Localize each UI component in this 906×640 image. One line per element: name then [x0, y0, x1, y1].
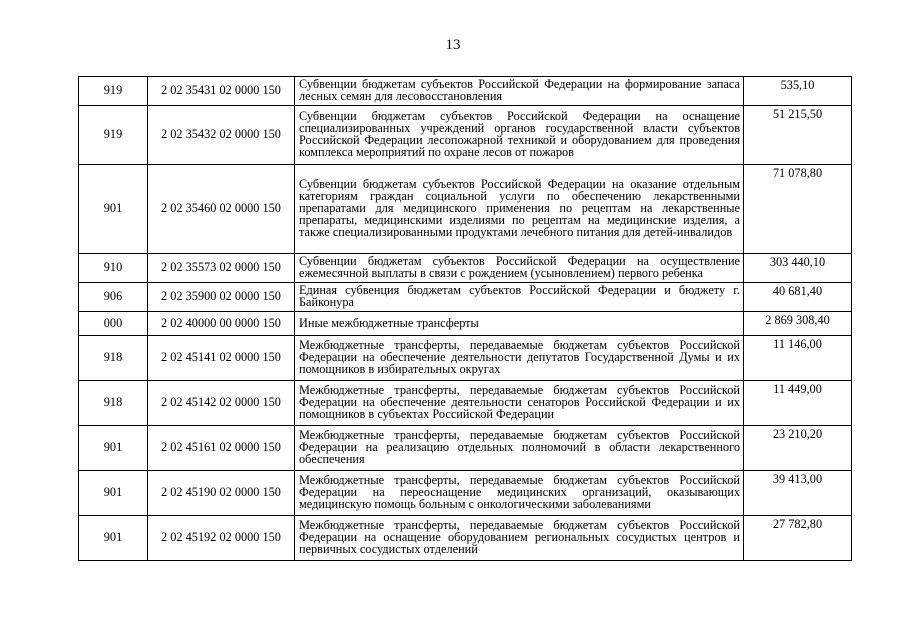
budget-code-cell: 2 02 45141 02 0000 150	[148, 336, 295, 381]
budget-code-cell: 2 02 45192 02 0000 150	[148, 516, 295, 561]
amount-cell: 11 146,00	[744, 336, 852, 381]
table-row	[79, 106, 852, 165]
budget-code-cell: 2 02 40000 00 0000 150	[148, 312, 295, 336]
amount-cell: 23 210,20	[744, 426, 852, 471]
admin-code-cell: 906	[79, 283, 148, 312]
table-row	[79, 381, 852, 426]
table-row	[79, 312, 852, 336]
amount-cell: 303 440,10	[744, 254, 852, 283]
table-row	[79, 165, 852, 254]
table-row	[79, 283, 852, 312]
revenue-name-cell: Субвенции бюджетам субъектов Российской Федерации на оказание отдельным категориям граждан социальной услуги по обеспечению лекарственными препаратами для медицинского применения по рецептам на лекарственные препараты, медицинскими изделиями по рецептам на медицинские изделия, а также специализированными продуктами лечебного питания для детей-инвалидов	[295, 165, 744, 254]
amount-cell: 535,10	[744, 77, 852, 106]
budget-revenue-table	[78, 76, 852, 561]
budget-code-cell: 2 02 35460 02 0000 150	[148, 165, 295, 254]
table-row	[79, 426, 852, 471]
admin-code-cell: 918	[79, 336, 148, 381]
table-row	[79, 516, 852, 561]
revenue-name-cell: Субвенции бюджетам субъектов Российской Федерации на оснащение специализированных учреждений органов государственной власти субъектов Российской Федерации лесопожарной техникой и оборудованием для проведения комплекса мероприятий по охране лесов от пожаров	[295, 106, 744, 165]
admin-code-cell: 918	[79, 381, 148, 426]
amount-cell: 11 449,00	[744, 381, 852, 426]
revenue-name-cell: Субвенции бюджетам субъектов Российской Федерации на осуществление ежемесячной выплаты в связи с рождением (усыновлением) первого ребенка	[295, 254, 744, 283]
revenue-name-cell: Иные межбюджетные трансферты	[295, 312, 744, 336]
admin-code-cell: 901	[79, 471, 148, 516]
table-row	[79, 77, 852, 106]
amount-cell: 2 869 308,40	[744, 312, 852, 336]
revenue-name-cell: Межбюджетные трансферты, передаваемые бюджетам субъектов Российской Федерации на реализацию отдельных полномочий в области лекарственного обеспечения	[295, 426, 744, 471]
budget-code-cell: 2 02 45142 02 0000 150	[148, 381, 295, 426]
budget-code-cell: 2 02 35900 02 0000 150	[148, 283, 295, 312]
admin-code-cell: 919	[79, 106, 148, 165]
revenue-name-cell: Межбюджетные трансферты, передаваемые бюджетам субъектов Российской Федерации на обеспечение деятельности сенаторов Российской Федерации и их помощников в субъектах Российской Федерации	[295, 381, 744, 426]
revenue-name-cell: Единая субвенция бюджетам субъектов Российской Федерации и бюджету г. Байконура	[295, 283, 744, 312]
admin-code-cell: 000	[79, 312, 148, 336]
budget-code-cell: 2 02 35573 02 0000 150	[148, 254, 295, 283]
table-row	[79, 336, 852, 381]
admin-code-cell: 901	[79, 165, 148, 254]
revenue-name-cell: Межбюджетные трансферты, передаваемые бюджетам субъектов Российской Федерации на переоснащение медицинских организаций, оказывающих медицинскую помощь больным с онкологическими заболеваниями	[295, 471, 744, 516]
table-row	[79, 471, 852, 516]
revenue-name-cell: Субвенции бюджетам субъектов Российской Федерации на формирование запаса лесных семян для лесовосстановления	[295, 77, 744, 106]
amount-cell: 51 215,50	[744, 106, 852, 165]
budget-code-cell: 2 02 45161 02 0000 150	[148, 426, 295, 471]
amount-cell: 40 681,40	[744, 283, 852, 312]
page-number: 13	[445, 37, 461, 53]
table-row	[79, 254, 852, 283]
budget-code-cell: 2 02 35431 02 0000 150	[148, 77, 295, 106]
amount-cell: 71 078,80	[744, 165, 852, 254]
admin-code-cell: 901	[79, 516, 148, 561]
revenue-name-cell: Межбюджетные трансферты, передаваемые бюджетам субъектов Российской Федерации на оснащение оборудованием региональных сосудистых центров и первичных сосудистых отделений	[295, 516, 744, 561]
admin-code-cell: 910	[79, 254, 148, 283]
admin-code-cell: 901	[79, 426, 148, 471]
revenue-name-cell: Межбюджетные трансферты, передаваемые бюджетам субъектов Российской Федерации на обеспечение деятельности депутатов Государственной Думы и их помощников в избирательных округах	[295, 336, 744, 381]
admin-code-cell: 919	[79, 77, 148, 106]
budget-code-cell: 2 02 45190 02 0000 150	[148, 471, 295, 516]
budget-code-cell: 2 02 35432 02 0000 150	[148, 106, 295, 165]
amount-cell: 27 782,80	[744, 516, 852, 561]
amount-cell: 39 413,00	[744, 471, 852, 516]
